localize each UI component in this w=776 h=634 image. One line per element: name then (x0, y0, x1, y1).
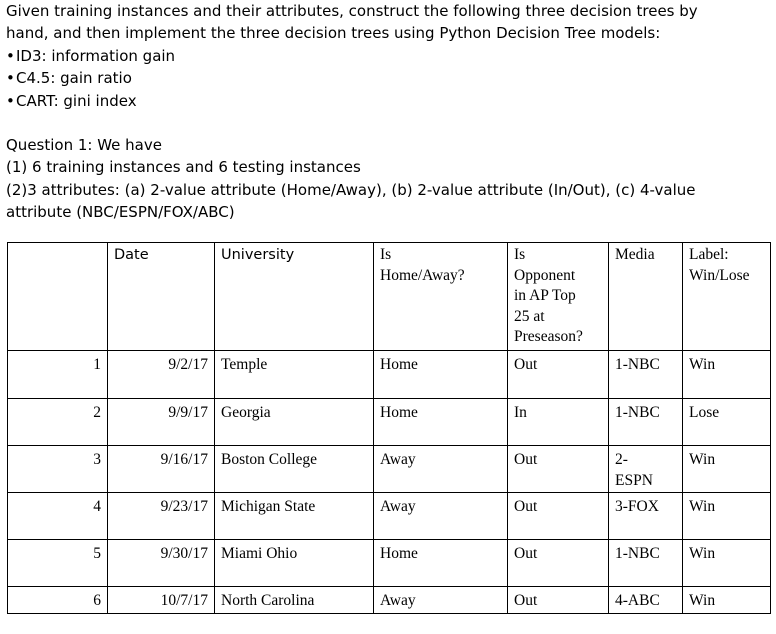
cell-opponent: Out (508, 587, 609, 614)
cell-home-away: Home (374, 351, 508, 399)
cell-date: 9/23/17 (108, 493, 215, 540)
table-row (8, 351, 771, 399)
table-row (8, 399, 771, 446)
table-row (8, 493, 771, 540)
cell-home-away: Home (374, 540, 508, 587)
cell-media: 2- ESPN (609, 446, 683, 493)
cell-date: 9/16/17 (108, 446, 215, 493)
bullet-cart: • CART: gini index (6, 90, 770, 112)
question-line-3: (2)3 attributes: (a) 2-value attribute (Home/Away), (b) 2-value attribute (In/Out), (c) 4-value (6, 180, 696, 199)
cell-home-away: Home (374, 399, 508, 446)
cell-date: 10/7/17 (108, 587, 215, 614)
cell-label: Win (683, 446, 771, 493)
cell-label: Win (683, 351, 771, 399)
cell-opponent: Out (508, 493, 609, 540)
cell-university: Michigan State (215, 493, 374, 540)
cell-index: 3 (8, 446, 108, 493)
cell-index: 4 (8, 493, 108, 540)
cell-media: 1-NBC (609, 399, 683, 446)
bullet-id3: • ID3: information gain (6, 45, 770, 67)
cell-university: Boston College (215, 446, 374, 493)
table-header-row (8, 243, 771, 351)
cell-university: Miami Ohio (215, 540, 374, 587)
header-index (8, 243, 108, 351)
cell-opponent: Out (508, 351, 609, 399)
cell-media: 1-NBC (609, 540, 683, 587)
header-date: Date (108, 243, 215, 351)
cell-date: 9/30/17 (108, 540, 215, 587)
question-line-1: Question 1: We have (6, 136, 162, 155)
table-row (8, 587, 771, 614)
cell-media: 4-ABC (609, 587, 683, 614)
training-data-table (7, 242, 771, 614)
cell-index: 2 (8, 399, 108, 446)
cell-opponent: In (508, 399, 609, 446)
header-media: Media (609, 243, 683, 351)
cell-opponent: Out (508, 540, 609, 587)
cell-home-away: Away (374, 493, 508, 540)
header-label: Label: Win/Lose (683, 243, 771, 351)
cell-home-away: Away (374, 446, 508, 493)
cell-media: 3-FOX (609, 493, 683, 540)
cell-media: 1-NBC (609, 351, 683, 399)
cell-university: Georgia (215, 399, 374, 446)
problem-statement (6, 0, 770, 224)
question-line-4: attribute (NBC/ESPN/FOX/ABC) (6, 203, 235, 222)
header-opponent-top25: Is Opponent in AP Top 25 at Preseason? (508, 243, 609, 351)
bullet-c45: • C4.5: gain ratio (6, 67, 770, 89)
intro-line-2: hand, and then implement the three decision trees using Python Decision Tree models: (6, 24, 661, 43)
cell-home-away: Away (374, 587, 508, 614)
cell-university: Temple (215, 351, 374, 399)
cell-date: 9/9/17 (108, 399, 215, 446)
header-home-away: Is Home/Away? (374, 243, 508, 351)
cell-opponent: Out (508, 446, 609, 493)
cell-index: 1 (8, 351, 108, 399)
cell-date: 9/2/17 (108, 351, 215, 399)
tree-types-list (6, 45, 770, 112)
cell-university: North Carolina (215, 587, 374, 614)
table-row (8, 446, 771, 493)
cell-label: Win (683, 587, 771, 614)
cell-index: 5 (8, 540, 108, 587)
cell-label: Lose (683, 399, 771, 446)
table-row (8, 540, 771, 587)
cell-index: 6 (8, 587, 108, 614)
intro-line-1: Given training instances and their attributes, construct the following three decision trees by (6, 2, 698, 20)
question-line-2: (1) 6 training instances and 6 testing instances (6, 158, 361, 177)
cell-label: Win (683, 540, 771, 587)
header-university: University (215, 243, 374, 351)
cell-label: Win (683, 493, 771, 540)
